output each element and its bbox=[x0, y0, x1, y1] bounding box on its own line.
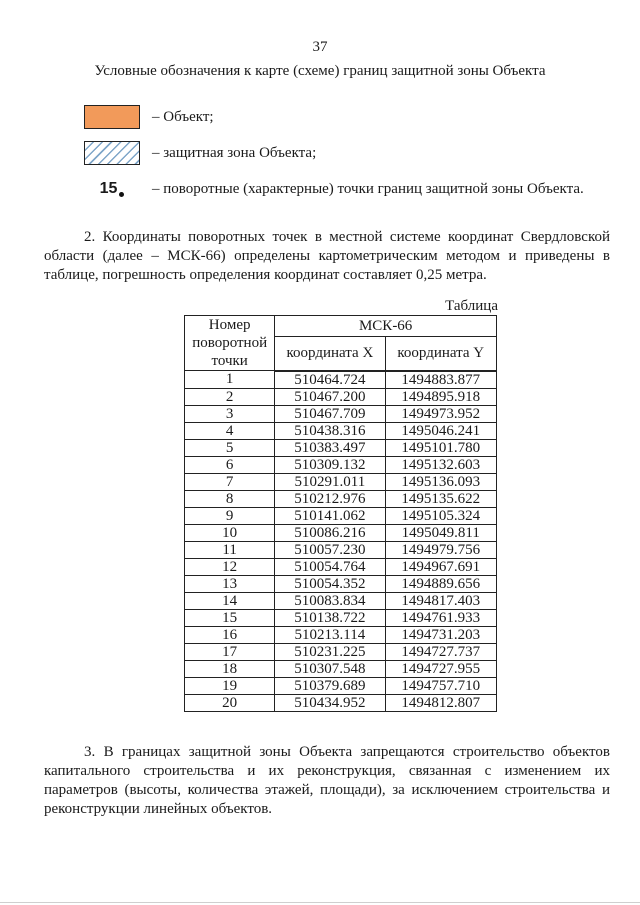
cell-coordinate-x: 510467.709 bbox=[275, 405, 385, 422]
page-number: 37 bbox=[312, 39, 328, 55]
cell-coordinate-x: 510231.225 bbox=[275, 643, 385, 660]
cell-point-number: 1 bbox=[185, 371, 275, 389]
cell-coordinate-x: 510138.722 bbox=[275, 609, 385, 626]
cell-point-number: 15 bbox=[185, 609, 275, 626]
cell-point-number: 5 bbox=[185, 439, 275, 456]
table-row bbox=[185, 541, 497, 558]
cell-coordinate-y: 1494727.737 bbox=[385, 643, 497, 660]
cell-point-number: 17 bbox=[185, 643, 275, 660]
cell-point-number: 6 bbox=[185, 456, 275, 473]
header-y: координата Y bbox=[385, 336, 497, 370]
table-row bbox=[185, 405, 497, 422]
table-row bbox=[185, 439, 497, 456]
cell-point-number: 14 bbox=[185, 592, 275, 609]
table-row bbox=[185, 609, 497, 626]
cell-coordinate-y: 1495101.780 bbox=[385, 439, 497, 456]
cell-coordinate-y: 1494967.691 bbox=[385, 558, 497, 575]
table-row bbox=[185, 626, 497, 643]
legend-item-zone bbox=[84, 140, 316, 166]
table-row bbox=[185, 473, 497, 490]
cell-coordinate-y: 1494812.807 bbox=[385, 694, 497, 711]
cell-point-number: 8 bbox=[185, 490, 275, 507]
cell-point-number: 2 bbox=[185, 388, 275, 405]
table-row bbox=[185, 643, 497, 660]
cell-point-number: 3 bbox=[185, 405, 275, 422]
cell-point-number: 9 bbox=[185, 507, 275, 524]
header-point-number: Номер поворотной точки bbox=[185, 316, 275, 371]
cell-coordinate-y: 1495105.324 bbox=[385, 507, 497, 524]
cell-point-number: 4 bbox=[185, 422, 275, 439]
cell-coordinate-y: 1494979.756 bbox=[385, 541, 497, 558]
cell-coordinate-x: 510083.834 bbox=[275, 592, 385, 609]
paragraph-coordinates: 2. Координаты поворотных точек в местной системе координат Свердловской области (далее – МСК-66) определены картометрическим методом и приведены в таблице, погрешность определения координат составляет 0,25 метра. bbox=[44, 229, 610, 283]
header-x: координата X bbox=[275, 336, 385, 370]
table-row bbox=[185, 660, 497, 677]
table-row bbox=[185, 677, 497, 694]
cell-coordinate-y: 1495132.603 bbox=[385, 456, 497, 473]
turning-point-number: 15 bbox=[99, 180, 118, 197]
cell-coordinate-y: 1494731.203 bbox=[385, 626, 497, 643]
cell-coordinate-x: 510291.011 bbox=[275, 473, 385, 490]
cell-point-number: 11 bbox=[185, 541, 275, 558]
cell-coordinate-x: 510383.497 bbox=[275, 439, 385, 456]
cell-point-number: 19 bbox=[185, 677, 275, 694]
cell-point-number: 13 bbox=[185, 575, 275, 592]
page-edge-divider bbox=[0, 902, 640, 903]
legend-label-points: – поворотные (характерные) точки границ защитной зоны Объекта. bbox=[152, 180, 584, 197]
cell-coordinate-x: 510434.952 bbox=[275, 694, 385, 711]
turning-point-icon bbox=[84, 177, 140, 201]
cell-coordinate-x: 510054.352 bbox=[275, 575, 385, 592]
coordinates-table bbox=[184, 315, 497, 712]
cell-coordinate-y: 1494973.952 bbox=[385, 405, 497, 422]
legend-item-object bbox=[84, 104, 214, 130]
cell-coordinate-x: 510379.689 bbox=[275, 677, 385, 694]
table-row bbox=[185, 524, 497, 541]
cell-coordinate-y: 1494889.656 bbox=[385, 575, 497, 592]
cell-point-number: 18 bbox=[185, 660, 275, 677]
cell-coordinate-y: 1494883.877 bbox=[385, 371, 497, 389]
table-row bbox=[185, 694, 497, 711]
cell-coordinate-x: 510141.062 bbox=[275, 507, 385, 524]
cell-coordinate-y: 1494895.918 bbox=[385, 388, 497, 405]
table-row bbox=[185, 456, 497, 473]
cell-coordinate-x: 510213.114 bbox=[275, 626, 385, 643]
cell-coordinate-x: 510309.132 bbox=[275, 456, 385, 473]
hatched-zone-icon bbox=[84, 141, 140, 165]
cell-coordinate-x: 510307.548 bbox=[275, 660, 385, 677]
cell-coordinate-x: 510054.764 bbox=[275, 558, 385, 575]
cell-coordinate-x: 510438.316 bbox=[275, 422, 385, 439]
object-symbol-icon bbox=[84, 105, 140, 129]
table-row bbox=[185, 388, 497, 405]
cell-coordinate-x: 510086.216 bbox=[275, 524, 385, 541]
cell-coordinate-y: 1494757.710 bbox=[385, 677, 497, 694]
table-row bbox=[185, 371, 497, 389]
legend-label-object: – Объект; bbox=[152, 108, 214, 125]
cell-point-number: 10 bbox=[185, 524, 275, 541]
table-row bbox=[185, 507, 497, 524]
cell-coordinate-y: 1494727.955 bbox=[385, 660, 497, 677]
table-row bbox=[185, 422, 497, 439]
cell-coordinate-y: 1495049.811 bbox=[385, 524, 497, 541]
cell-point-number: 20 bbox=[185, 694, 275, 711]
cell-point-number: 16 bbox=[185, 626, 275, 643]
header-coordinate-system: МСК-66 bbox=[275, 316, 497, 337]
point-dot-icon bbox=[119, 192, 124, 197]
cell-coordinate-y: 1494761.933 bbox=[385, 609, 497, 626]
paragraph-restrictions: 3. В границах защитной зоны Объекта запрещаются строительство объектов капитального строительства и их реконструкция, связанная с изменением их параметров (высоты, количества этажей, площади), за исключением строительства и реконструкции линейных объектов. bbox=[44, 744, 610, 817]
cell-coordinate-y: 1495046.241 bbox=[385, 422, 497, 439]
table-caption: Таблица bbox=[445, 298, 498, 314]
table-row bbox=[185, 558, 497, 575]
cell-point-number: 7 bbox=[185, 473, 275, 490]
cell-coordinate-x: 510212.976 bbox=[275, 490, 385, 507]
cell-coordinate-x: 510464.724 bbox=[275, 371, 385, 389]
legend-label-zone: – защитная зона Объекта; bbox=[152, 144, 317, 161]
cell-coordinate-y: 1495136.093 bbox=[385, 473, 497, 490]
cell-coordinate-x: 510057.230 bbox=[275, 541, 385, 558]
cell-coordinate-y: 1494817.403 bbox=[385, 592, 497, 609]
table-row bbox=[185, 592, 497, 609]
cell-coordinate-y: 1495135.622 bbox=[385, 490, 497, 507]
legend-title: Условные обозначения к карте (схеме) границ защитной зоны Объекта bbox=[94, 63, 546, 79]
table-row bbox=[185, 490, 497, 507]
cell-point-number: 12 bbox=[185, 558, 275, 575]
legend-item-points bbox=[84, 176, 584, 202]
cell-coordinate-x: 510467.200 bbox=[275, 388, 385, 405]
table-row bbox=[185, 575, 497, 592]
